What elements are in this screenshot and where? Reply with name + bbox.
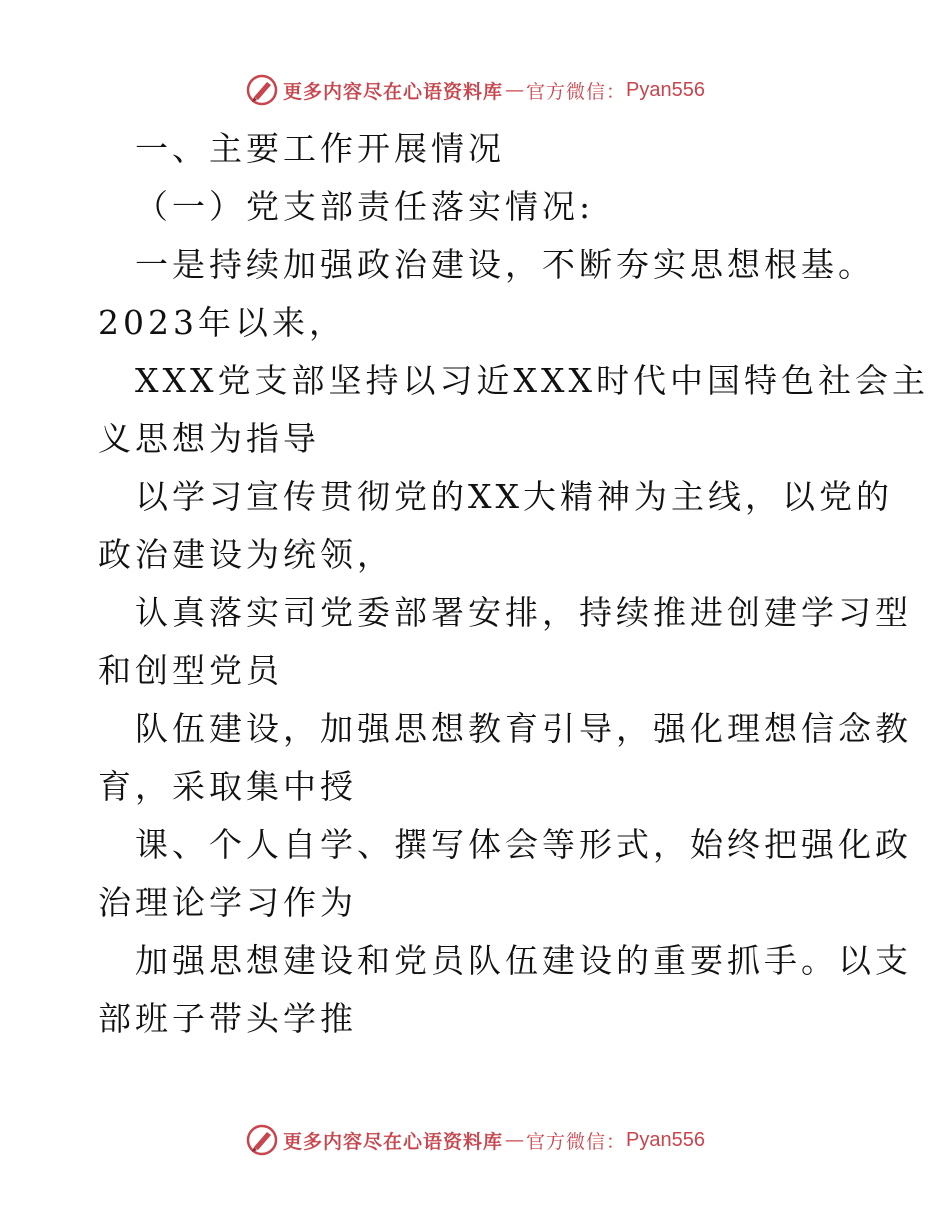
- paragraph-line: 课、个人自学、撰写体会等形式，始终把强化政: [135, 825, 912, 864]
- banner-main-text: 更多内容尽在心语资料库: [283, 1130, 504, 1153]
- banner-dash: —: [505, 79, 525, 101]
- footer-banner: [0, 1120, 950, 1160]
- paragraph-line: 和创型党员: [98, 651, 283, 690]
- paragraph-line: 政治建设为统领，: [98, 535, 394, 574]
- banner-wechat-label: 官方微信：: [526, 80, 627, 103]
- header-banner: [0, 70, 950, 110]
- paragraph-line: 队伍建设，加强思想教育引导，强化理想信念教: [135, 709, 912, 748]
- paragraph-line: 以学习宣传贯彻党的XX大精神为主线，以党的: [135, 477, 893, 516]
- paragraph-line: 一是持续加强政治建设，不断夯实思想根基。: [135, 245, 875, 284]
- paragraph-line: 治理论学习作为: [98, 883, 357, 922]
- pen-logo-icon: [245, 73, 279, 107]
- paragraph-line: XXX党支部坚持以习近XXX时代中国特色社会主: [135, 361, 929, 400]
- paragraph-line: 义思想为指导: [98, 419, 320, 458]
- subsection-heading: （一）党支部责任落实情况:: [135, 187, 595, 226]
- paragraph-line: 部班子带头学推: [98, 999, 357, 1038]
- pen-logo-icon: [245, 1123, 279, 1157]
- section-heading: 一、主要工作开展情况: [135, 129, 505, 168]
- banner-main-text: 更多内容尽在心语资料库: [283, 80, 504, 103]
- paragraph-line: 认真落实司党委部署安排，持续推进创建学习型: [135, 593, 912, 632]
- banner-wechat-label: 官方微信：: [526, 1130, 627, 1153]
- paragraph-line: 2023年以来，: [98, 303, 346, 342]
- paragraph-line: 加强思想建设和党员队伍建设的重要抓手。以支: [135, 941, 912, 980]
- banner-wechat-id: Pyan556: [626, 78, 705, 101]
- document-body: [98, 120, 929, 1048]
- banner-wechat-id: Pyan556: [626, 1128, 705, 1151]
- banner-dash: —: [505, 1129, 525, 1151]
- paragraph-line: 育，采取集中授: [98, 767, 357, 806]
